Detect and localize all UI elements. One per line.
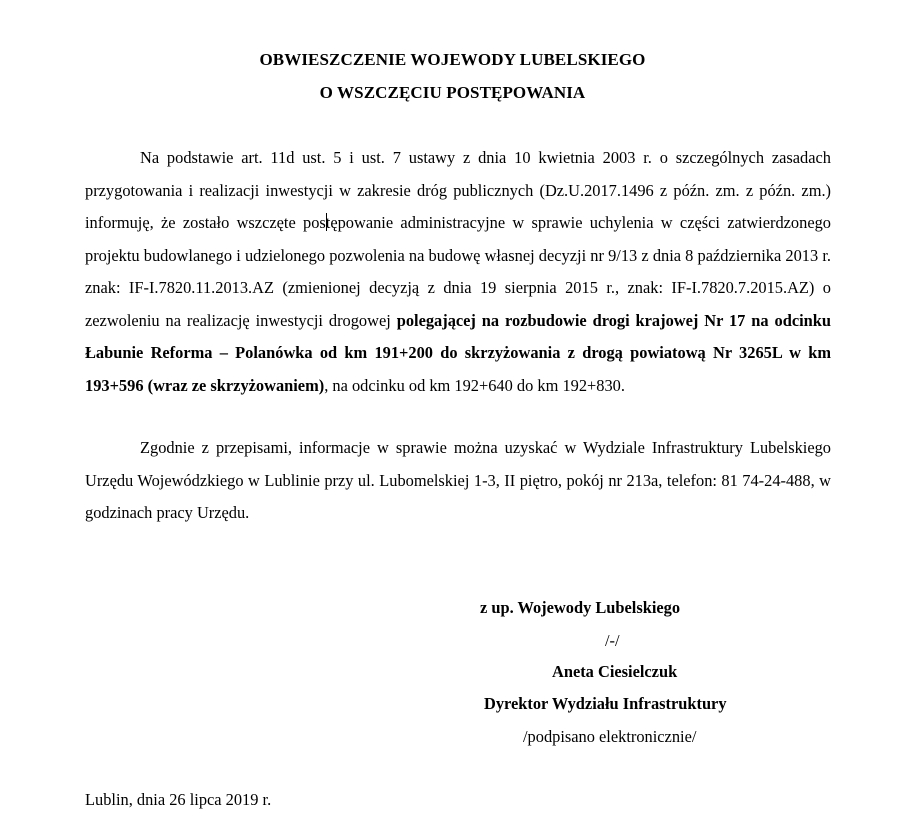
place-and-date: Lublin, dnia 26 lipca 2019 r. [85,790,272,809]
document-title: OBWIESZCZENIE WOJEWODY LUBELSKIEGO [259,50,646,69]
signature-mark: /-/ [605,631,620,650]
signatory-name: Aneta Ciesielczuk [552,662,678,681]
paragraph-text: tępowanie administracyjne w sprawie uchylenia w części zatwierdzonego projektu budowlanego i udzielonego pozwolenia na budowę własnej decyzji nr 9/13 z dnia 8 października 2013 r. znak: IF-I.7820.11.2013.AZ (zmienionej decyzją z dnia 19 sierpnia 2015 r., znak: IF-I.7820.7.2015.AZ) o zezwoleniu na realizację inwestycji drogowej [85,213,831,330]
paragraph-legal-basis [85,142,831,402]
paragraph-text: Na podstawie art. 11d ust. 5 i ust. 7 ustawy z dnia 10 kwietnia 2003 r. o szczególnych zasadach przygotowania i realizacji inwestycji w zakresie dróg publicznych (Dz.U.2017.1496 z późn. zm. z późn. zm.) informuję, że zostało wszczęte pos [85,148,831,232]
electronic-signature-note: /podpisano elektronicznie/ [523,727,697,746]
investment-description: polegającej na rozbudowie drogi krajowej Nr 17 na odcinku Łabunie Reforma – Polanówka od km 191+200 do skrzyżowania z drogą powiatową Nr 3265L w km 193+596 (wraz ze skrzyżowaniem) [85,310,831,395]
document-subtitle: O WSZCZĘCIU POSTĘPOWANIA [319,83,586,102]
paragraph-contact-info [85,432,831,530]
signatory-position: Dyrektor Wydziału Infrastruktury [484,694,727,713]
signature-on-behalf: z up. Wojewody Lubelskiego [480,598,681,617]
paragraph-text: , na odcinku od km 192+640 do km 192+830. [324,375,625,395]
paragraph-text: Zgodnie z przepisami, informacje w sprawie można uzyskać w Wydziale Infrastruktury Lubelskiego Urzędu Wojewódzkiego w Lublinie przy ul. Lubomelskiej 1-3, II piętro, pokój nr 213a, telefon: 81 74-24-488, w godzinach pracy Urzędu. [85,438,831,522]
